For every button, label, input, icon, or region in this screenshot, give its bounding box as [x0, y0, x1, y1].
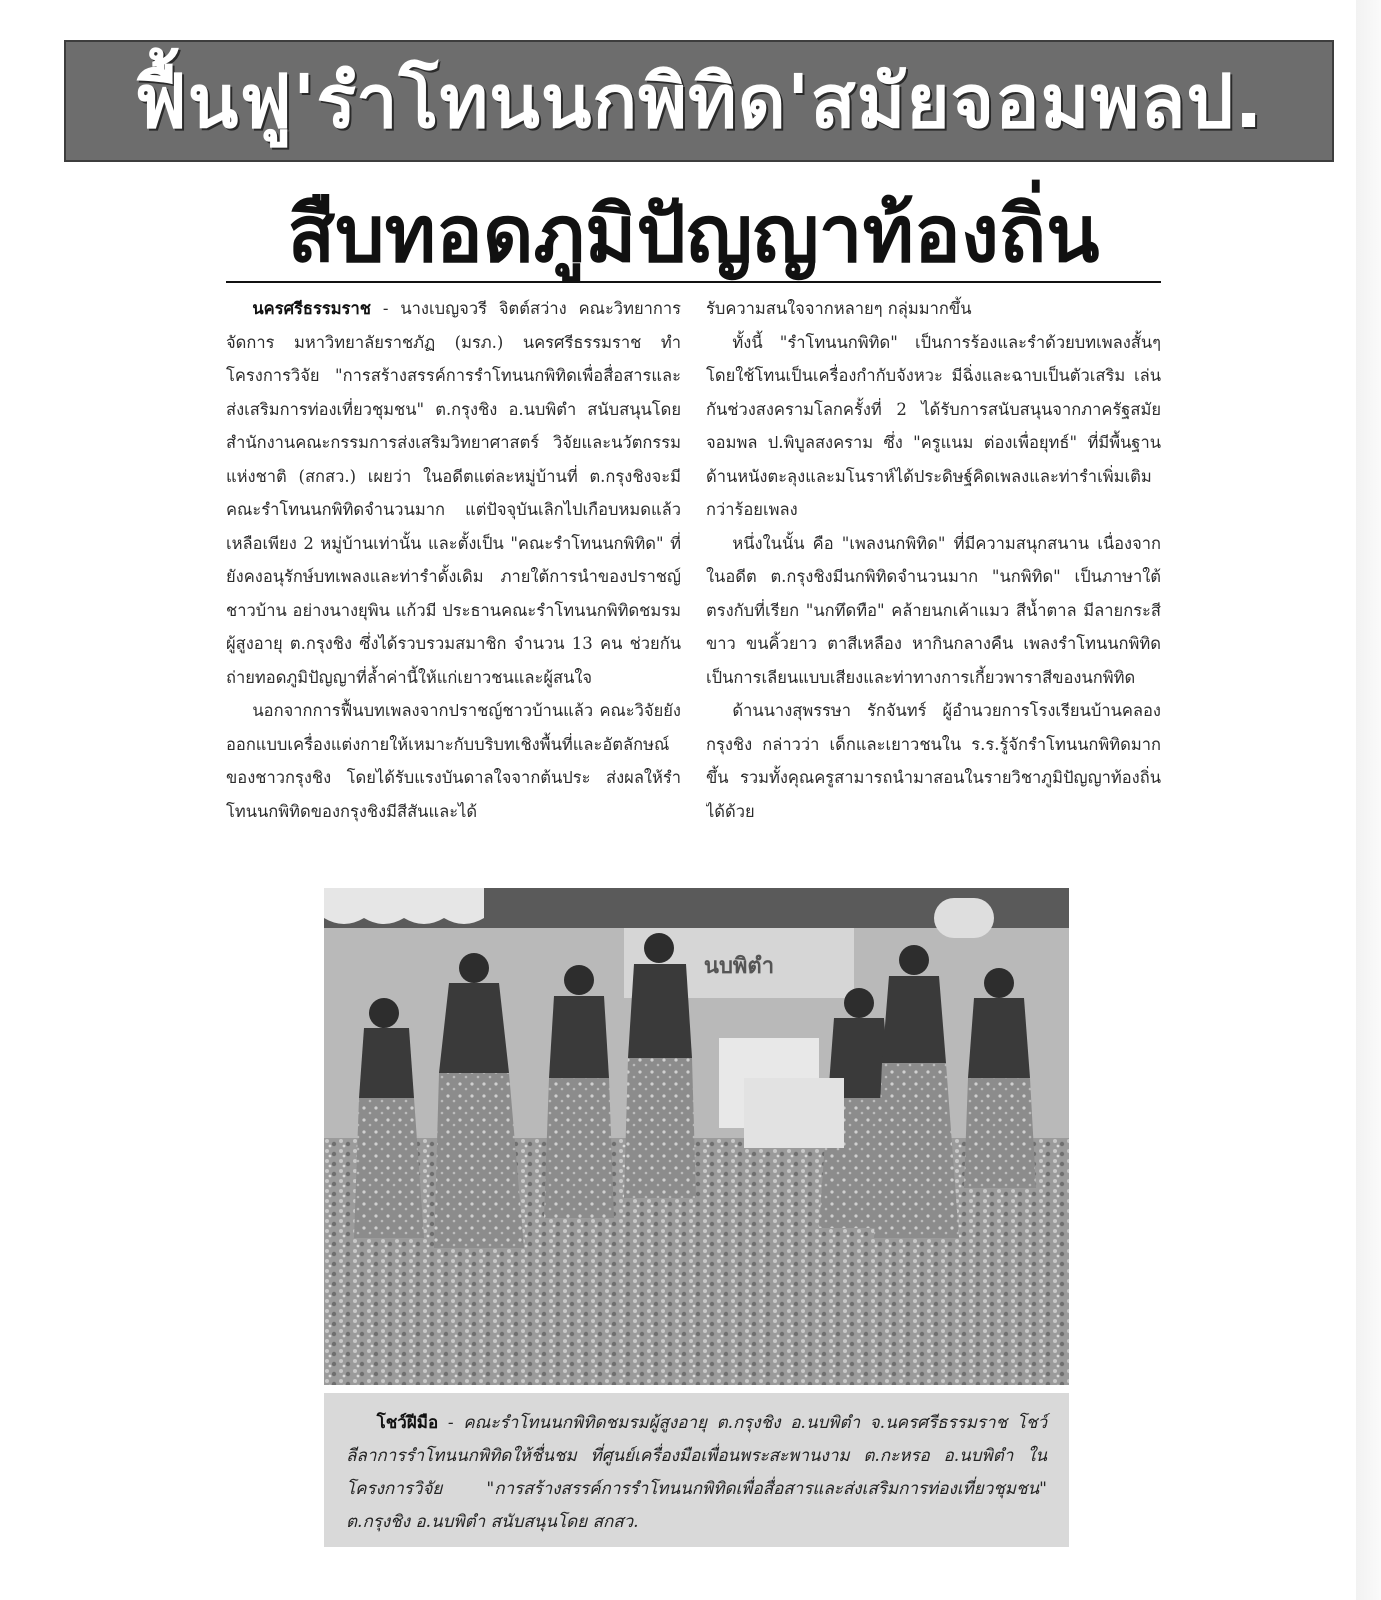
headline-underline	[226, 281, 1161, 283]
photo-caption	[324, 1393, 1069, 1547]
paragraph-text: - นางเบญจวรี จิตต์สว่าง คณะวิทยาการจัดการ มหาวิทยาลัยราชภัฏ (มรภ.) นครศรีธรรมราช ทำโครงการวิจัย "การสร้างสรรค์การรำโทนนกพิทิดเพื่อสื่อสารและส่งเสริมการท่องเที่ยวชุมชน" ต.กรุงชิง อ.นบพิตำ สนับสนุนโดยสำนักงานคณะกรรมการส่งเสริมวิทยาศาสตร์ วิจัยและนวัตกรรมแห่งชาติ (สกสว.) เผยว่า ในอดีตแต่ละหมู่บ้านที่ ต.กรุงชิงจะมีคณะรำโทนนกพิทิดจำนวนมาก แต่ปัจจุบันเลิกไปเกือบหมดแล้ว เหลือเพียง 2 หมู่บ้านเท่านั้น และตั้งเป็น "คณะรำโทนนกพิทิด" ที่ยังคงอนุรักษ์บทเพลงและท่ารำดั้งเดิม ภายใต้การนำของปราชญ์ชาวบ้าน อย่างนางยุพิน แก้วมี ประธานคณะรำโทนนกพิทิดชมรมผู้สูงอายุ ต.กรุงชิง ซึ่งได้รวบรวมสมาชิก จำนวน 13 คน ช่วยกันถ่ายทอดภูมิปัญญาที่ล้ำค่านี้ให้แก่เยาวชนและผู้สนใจ	[226, 299, 681, 687]
article-paragraph: นอกจากการฟื้นบทเพลงจากปราชญ์ชาวบ้านแล้ว คณะวิจัยยังออกแบบเครื่องแต่งกายให้เหมาะกับบริบทเชิงพื้นที่และอัตลักษณ์ของชาวกรุงชิง โดยได้รับแรงบันดาลใจจากต้นประ ส่งผลให้รำโทนนกพิทิดของกรุงชิงมีสีสันและได้	[226, 701, 681, 821]
article-paragraph: รับความสนใจจากหลายๆ กลุ่มมากขึ้น	[706, 299, 972, 318]
article-paragraph: ทั้งนี้ "รำโทนนกพิทิด" เป็นการร้องและรำด้วยบทเพลงสั้นๆ โดยใช้โทนเป็นเครื่องกำกับจังหวะ มีฉิ่งและฉาบเป็นตัวเสริม เล่นกันช่วงสงครามโลกครั้งที่ 2 ได้รับการสนับสนุนจากภาครัฐสมัยจอมพล ป.พิบูลสงคราม ซึ่ง "ครูแนม ต่องเพื่อยุทธ์" ที่มีพื้นฐานด้านหนังตะลุงและมโนราห์ได้ประดิษฐ์คิดเพลงและท่ารำเพิ่มเติมกว่าร้อยเพลง	[706, 332, 1161, 519]
article-column-right	[706, 292, 1161, 862]
page-edge-shadow	[1356, 0, 1381, 1600]
kicker-text: ฟื้นฟู'รำโทนนกพิทิด'สมัยจอมพลป.	[134, 59, 1264, 145]
kicker-banner	[64, 40, 1334, 162]
caption-paragraph	[346, 1407, 1047, 1539]
dateline: นครศรีธรรมราช	[252, 299, 371, 318]
photo-banner-text: นบพิตำ	[703, 954, 775, 979]
caption-text: - คณะรำโทนนกพิทิดชมรมผู้สูงอายุ ต.กรุงชิง อ.นบพิตำ จ.นครศรีธรรมราช โชว์ลีลาการรำโทนนกพิทิดให้ชื่นชม ที่ศูนย์เครื่องมือเพื่อนพระสะพานงาม ต.กะหรอ อ.นบพิตำ ในโครงการวิจัย "การสร้างสรรค์การรำโทนนกพิทิดเพื่อสื่อสารและส่งเสริมการท่องเที่ยวชุมชน" ต.กรุงชิง อ.นบพิตำ สนับสนุนโดย สกสว.	[346, 1413, 1047, 1532]
caption-label: โชว์ฝีมือ	[376, 1413, 439, 1433]
photo-illustration	[324, 888, 1069, 1385]
article-paragraph: ด้านนางสุพรรษา รักจันทร์ ผู้อำนวยการโรงเรียนบ้านคลองกรุงชิง กล่าวว่า เด็กและเยาวชนใน ร.ร.รู้จักรำโทนนกพิทิดมากขึ้น รวมทั้งคุณครูสามารถนำมาสอนในรายวิชาภูมิปัญญาท้องถิ่นได้ด้วย	[706, 701, 1161, 821]
folk-dance-performers-photo	[324, 888, 1069, 1385]
article-paragraph	[226, 292, 681, 694]
article-paragraph: หนึ่งในนั้น คือ "เพลงนกพิทิด" ที่มีความสนุกสนาน เนื่องจากในอดีต ต.กรุงชิงมีนกพิทิดจำนวนมาก "นกพิทิด" เป็นภาษาใต้ตรงกับที่เรียก "นกทึดทือ" คล้ายนกเค้าแมว สีน้ำตาล มีลายกระสีขาว ขนคิ้วยาว ตาสีเหลือง หากินกลางคืน เพลงรำโทนนกพิทิดเป็นการเลียนแบบเสียงและท่าทางการเกี้ยวพาราสีของนกพิทิด	[706, 533, 1161, 687]
headline: สืบทอดภูมิปัญญาท้องถิ่น	[287, 190, 1100, 280]
article-column-left	[226, 292, 681, 862]
